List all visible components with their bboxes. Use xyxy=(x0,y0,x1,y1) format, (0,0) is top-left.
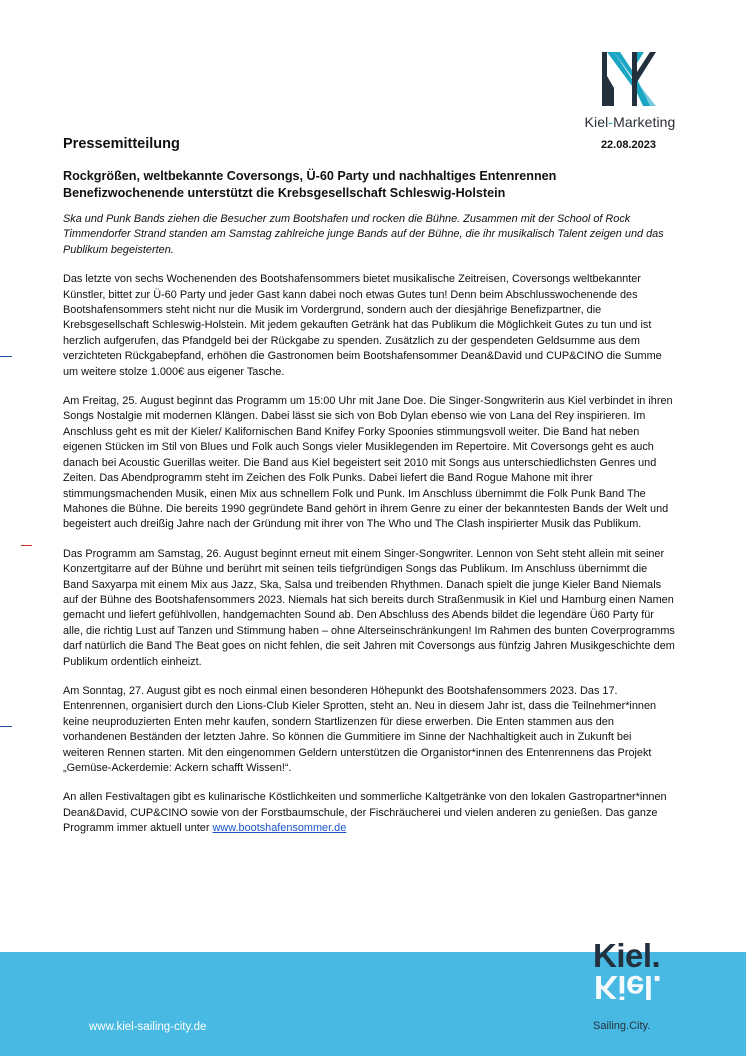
margin-mark xyxy=(0,356,12,357)
kiel-marketing-logo xyxy=(584,48,676,134)
body-paragraph: Das letzte von sechs Wochenenden des Bootshafensommers bietet musikalische Zeitreisen, Coversongs weltbekannter Künstler, bittet zur Ü-60 Party und jeder Gast kann dabei noch etwas Gutes tun! Denn beim Abschlusswochenende des Bootshafensommers steht nicht nur die Musik im Vordergrund, sondern auch der diesjährige Benefizpartner, die Krebsgesellschaft Schleswig-Holstein. Mit jedem gekauften Getränk hat das Publikum die Möglichkeit Gutes zu tun und ist herzlich aufgerufen, das Pfandgeld bei der Rückgabe zu spenden. Zusätzlich zu der gespendeten Geldsumme aus dem verzichteten Rückgabepfand, erhöhen die Gastronomen beim Bootshafensommer Dean&David und CUP&CINO die Summe um weitere stolze 1.000€ aus eigener Tasche. xyxy=(63,273,662,378)
headline-line-2: Benefizwochenende unterstützt die Krebsgesellschaft Schleswig-Holstein xyxy=(63,186,506,200)
wordmark-marketing: Marketing xyxy=(613,114,676,130)
body-paragraph: Das Programm am Samstag, 26. August beginnt erneut mit einem Singer-Songwriter. Lennon von Seht steht allein mit seiner Konzertgitarre auf der Bühne und berührt mit seinen teils tiefgründigen Songs das Publikum. Im Anschluss übernimmt die Band Saxyarpa mit einem Mix aus Jazz, Ska, Salsa und treibenden Rhythmen. Danach spielt die junge Kieler Band Niemals auf der Bühne des Bootshafensommers 2023. Niemals hat sich bereits durch Straßenmusik in Kiel und Hamburg einen Namen gemacht und liefert gefühlvollen, handgemachten Sound ab. Den Abschluss des Abends bildet die legendäre Ü60 Party für alle, die richtig Lust auf Tanzen und Stimmung haben – ohne Alterseinschränkungen! Im Rahmen des bunten Coverprogramms darf natürlich die Band The Beat goes on nicht fehlen, die seit Jahren mit Coversongs aus fünfzig Jahren Musikgeschichte dem Publikum ordentlich einheizt. xyxy=(63,547,675,668)
press-date: 22.08.2023 xyxy=(600,139,656,151)
lead-paragraph: Ska und Punk Bands ziehen die Besucher zum Bootshafen und rocken die Bühne. Zusammen mit der School of Rock Timmendorfer Strand standen am Samstag zahlreiche junge Bands auf der Bühne, die ihr musikalisch Talent zeigen und das Publikum begeisterten. xyxy=(63,213,664,256)
wordmark-kiel: Kiel xyxy=(584,114,609,130)
press-header xyxy=(63,136,675,156)
body-paragraph: Am Sonntag, 27. August gibt es noch einmal einen besonderen Höhepunkt des Bootshafensommers 2023. Das 17. Entenrennen, organisiert durch den Lions-Club Kieler Sprotten, steht an. Neu in diesem Jahr ist, dass die Teilnehmer*innen keine neuproduzierten Enten mehr kaufen, sondern Startlizenzen für diese erwerben. Die Enten stammen aus den vorhandenen Beständen der letzten Jahre. So können die Gummitiere im Sinne der Nachhaltigkeit auch in Zukunft bei weiteren Rennen starten. Mit den eingenommen Geldern unterstützen die Organistor*innen des Entenrennens das Projekt „Gemüse-Ackerdemie: Ackern schafft Wissen!“. xyxy=(63,684,657,774)
program-link[interactable]: www.bootshafensommer.de xyxy=(212,822,347,835)
press-title: Pressemitteilung xyxy=(63,136,180,152)
headline xyxy=(63,168,675,202)
press-release xyxy=(63,136,675,837)
kiel-tagline: Sailing.City. xyxy=(593,1020,651,1032)
closing-text: An allen Festivaltagen gibt es kulinarische Köstlichkeiten und sommerliche Kaltgetränke von den lokalen Gastropartner*innen Dean&David, CUP&CINO sowie von der Forstbaumschule, der Fischräucherei und vielen anderen zu genießen. Das ganze Programm immer aktuell unter xyxy=(63,791,667,835)
margin-mark xyxy=(0,726,12,727)
footer-url: www.kiel-sailing-city.de xyxy=(89,1021,207,1033)
margin-mark xyxy=(21,545,32,546)
body-paragraph: Am Freitag, 25. August beginnt das Programm um 15:00 Uhr mit Jane Doe. Die Singer-Songwriterin aus Kiel verbindet in ihren Songs Nostalgie mit modernen Klängen. Dabei lässt sie sich von Bob Dylan ebenso wie von Lana del Rey inspirieren. Im Anschluss geht es mit der Kieler/ Kalifornischen Band Knifey Forky Spoonies stimmungsvoll weiter. Die Band hat neben eigenen Stücken im Stil von Blues und Folk auch Songs vieler Musiklegenden im Repertoire. Mit Coversongs geht es auch danach bei Acoustic Guerillas weiter. Die Band aus Kiel begeistert seit 2010 mit Songs aus unterschiedlichsten Genres und Zeiten. Das Abendprogramm steht im Zeichen des Folk Punks. Dabei liefert die Band Rogue Mahone mit ihrer stimmungsmachenden Musik, einen Mix aus schnellem Folk und Punk. Im Anschluss übernimmt die Folk Punk Band The Mahones die Bühne. Die bereits 1990 gegründete Band gehört in ihrem Genre zu einer der bekanntesten Bands der Welt und begeistert auch dreißig Jahre nach der Gründung mit ihrer von The Who und The Clash inspirierter Musik das Publikum. xyxy=(63,395,673,531)
kiel-logo-reflection: Kiel. xyxy=(594,969,662,1006)
kiel-marketing-wordmark xyxy=(584,114,676,130)
kiel-sailing-city-logo xyxy=(593,937,675,1032)
headline-line-1: Rockgrößen, weltbekannte Coversongs, Ü-60 Party und nachhaltiges Entenrennen xyxy=(63,169,557,183)
kiel-marketing-k-icon xyxy=(592,48,668,110)
closing-paragraph xyxy=(63,790,675,836)
kiel-logo-text: Kiel. xyxy=(593,937,661,974)
wordmark-dash: - xyxy=(608,114,614,130)
